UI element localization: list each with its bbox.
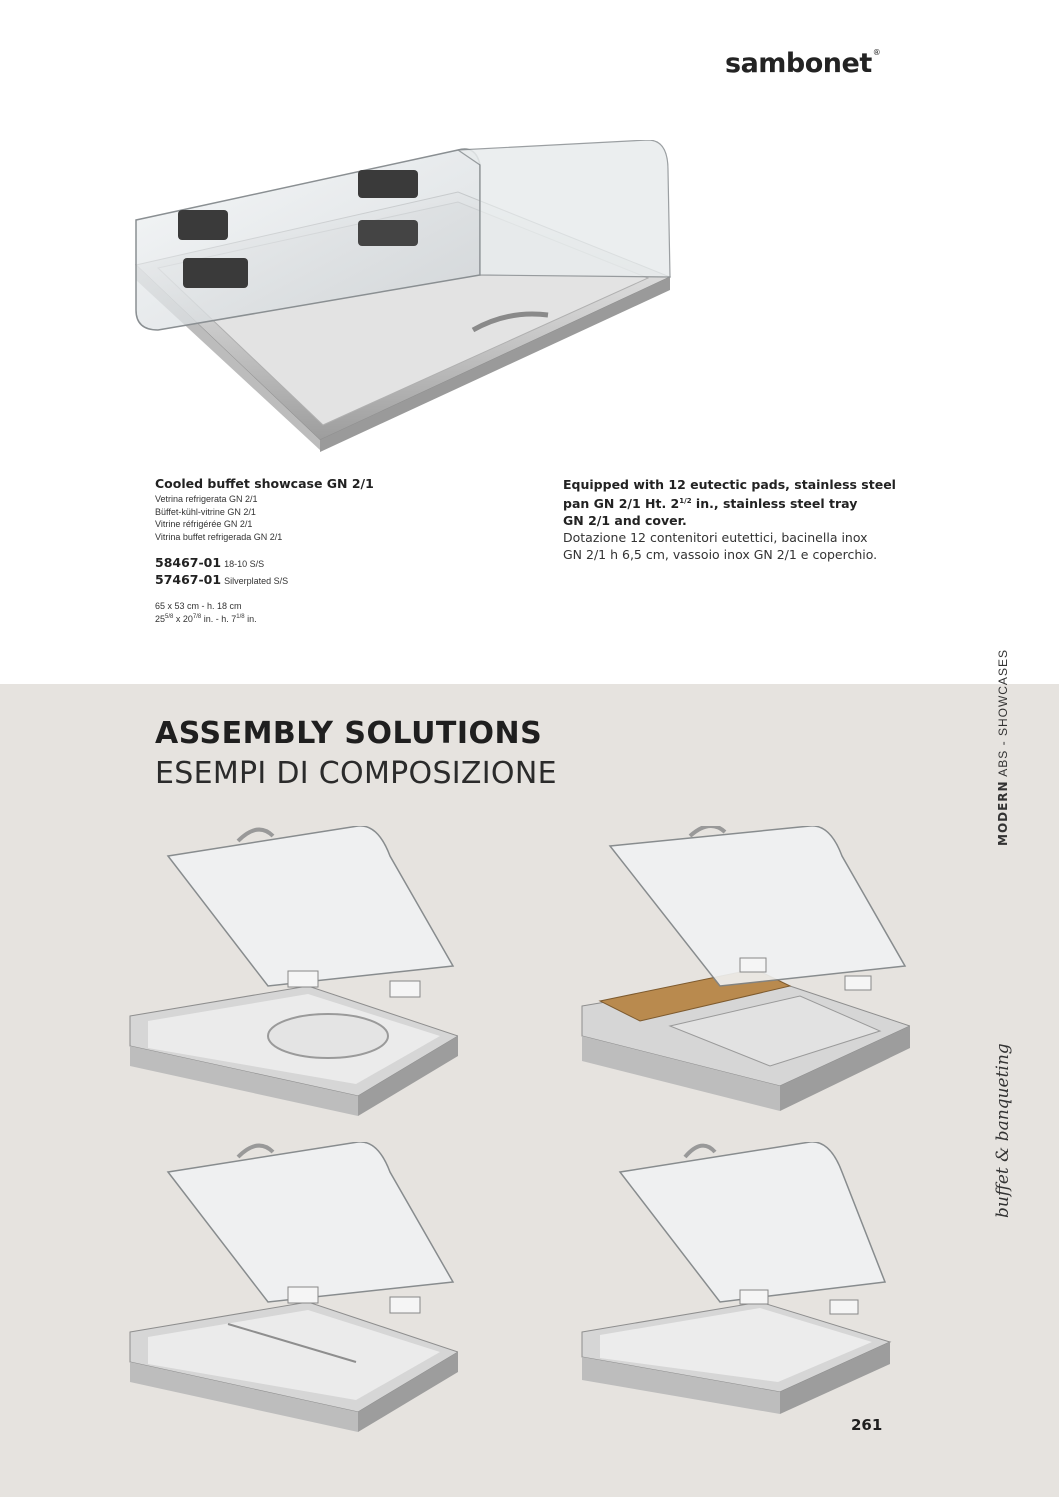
product-code-line: 57467-01 Silverplated S/S	[155, 572, 289, 587]
assembly-image-split-tray	[128, 1142, 458, 1442]
product-description	[155, 476, 515, 625]
brand-logo: sambonet®	[725, 48, 881, 79]
section-title-it: ESEMPI DI COMPOSIZIONE	[155, 756, 557, 791]
product-translation: Vitrina buffet refrigerada GN 2/1	[155, 531, 283, 542]
page-number: 261	[851, 1416, 883, 1434]
dimensions-in: $25^{5/8}$ x $20^{7/8}$ in. - h. $7^{1/8}$ in.	[155, 614, 257, 624]
product-dimensions	[155, 601, 515, 625]
equipment-it: Dotazione 12 contenitori eutettici, bacinella inox GN 2/1 h 6,5 cm, vassoio inox GN 2/1 e coperchio.	[563, 530, 878, 563]
dimensions-cm: 65 x 53 cm - h. 18 cm	[155, 601, 242, 611]
assembly-image-round-dish	[128, 826, 458, 1126]
sidebar-category: MODERN ABS - SHOWCASES	[996, 649, 1010, 846]
equipment-en: Equipped with 12 eutectic pads, stainless steel pan GN 2/1 Ht. $2^{1/2}$ in., stainless steel tray GN 2/1 and cover.	[563, 477, 896, 529]
sidebar-script-label: buffet & banqueting	[993, 1043, 1013, 1218]
assembly-image-flat-tray	[580, 1142, 910, 1442]
product-codes	[155, 555, 515, 589]
assembly-image-cutting-board	[580, 826, 910, 1126]
hero-product-image	[128, 140, 676, 456]
product-translation: Vitrine réfrigérée GN 2/1	[155, 519, 253, 529]
product-title: Cooled buffet showcase GN 2/1	[155, 476, 374, 491]
product-translation: Büffet-kühl-vitrine GN 2/1	[155, 506, 256, 517]
section-title-en: ASSEMBLY SOLUTIONS	[155, 716, 543, 751]
equipment-description	[563, 476, 923, 563]
product-translation: Vetrina refrigerata GN 2/1	[155, 494, 258, 504]
product-code-line: 58467-01 18-10 S/S	[155, 555, 265, 570]
